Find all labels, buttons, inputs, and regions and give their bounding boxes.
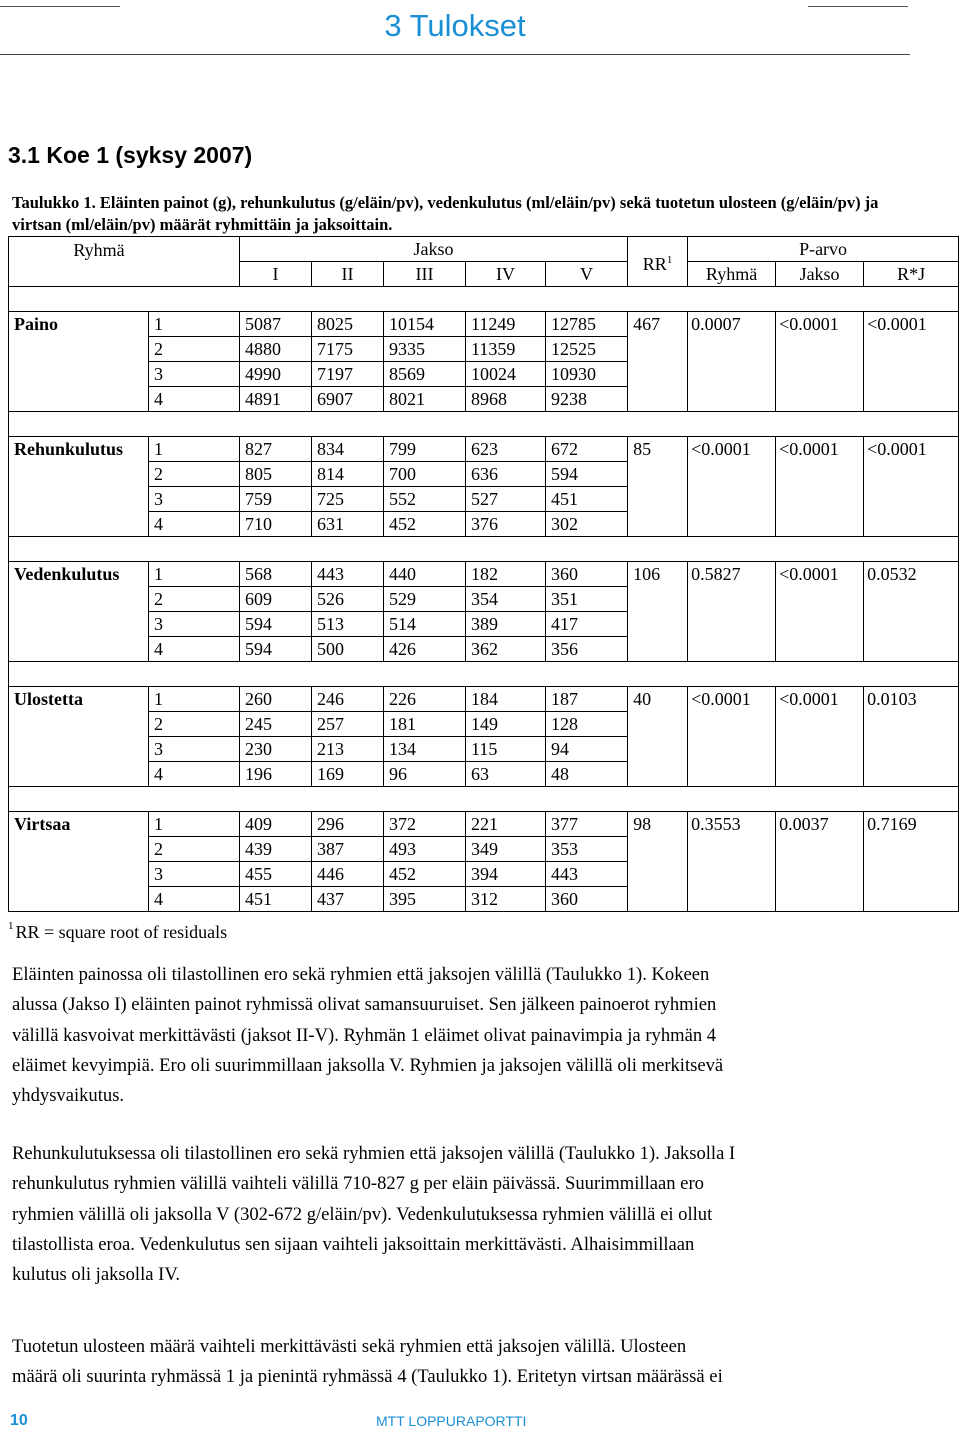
paragraph-line: yhdysvaikutus.	[12, 1085, 125, 1107]
value-cell: 594	[546, 462, 628, 487]
spacer-cell	[9, 662, 959, 687]
p-value-cell: <0.0001	[776, 312, 864, 412]
value-cell: 759	[240, 487, 312, 512]
value-cell: 527	[466, 487, 546, 512]
p-value-cell: 0.0532	[864, 562, 959, 662]
value-cell: 8569	[384, 362, 466, 387]
value-cell: 226	[384, 687, 466, 712]
table-spacer-row	[9, 287, 959, 312]
value-cell: 354	[466, 587, 546, 612]
p-value-cell: <0.0001	[688, 437, 776, 537]
p-value-cell: 0.7169	[864, 812, 959, 912]
value-cell: 302	[546, 512, 628, 537]
value-cell: 636	[466, 462, 546, 487]
rr-cell: 467	[628, 312, 688, 412]
p-value-cell: <0.0001	[776, 562, 864, 662]
value-cell: 349	[466, 837, 546, 862]
header-period: I	[240, 262, 312, 287]
value-cell: 351	[546, 587, 628, 612]
group-cell: 2	[149, 712, 240, 737]
value-cell: 9238	[546, 387, 628, 412]
value-cell: 312	[466, 887, 546, 912]
group-cell: 4	[149, 762, 240, 787]
value-cell: 4990	[240, 362, 312, 387]
value-cell: 526	[312, 587, 384, 612]
paragraph-line: ryhmien välillä oli jaksolla V (302-672 g/eläin/pv). Vedenkulutuksessa ryhmien välillä ei ollut	[12, 1203, 713, 1225]
table-spacer-row	[9, 537, 959, 562]
p-value-cell: 0.0103	[864, 687, 959, 787]
rr-cell: 85	[628, 437, 688, 537]
value-cell: 246	[312, 687, 384, 712]
value-cell: 11249	[466, 312, 546, 337]
value-cell: 452	[384, 862, 466, 887]
table-spacer-row	[9, 662, 959, 687]
value-cell: 455	[240, 862, 312, 887]
group-cell: 2	[149, 587, 240, 612]
value-cell: 6907	[312, 387, 384, 412]
value-cell: 134	[384, 737, 466, 762]
value-cell: 149	[466, 712, 546, 737]
p-value-cell: <0.0001	[688, 687, 776, 787]
variable-name: Paino	[9, 312, 149, 412]
p-value-cell: 0.0037	[776, 812, 864, 912]
value-cell: 360	[546, 887, 628, 912]
value-cell: 514	[384, 612, 466, 637]
value-cell: 446	[312, 862, 384, 887]
value-cell: 96	[384, 762, 466, 787]
p-value-cell: <0.0001	[776, 437, 864, 537]
value-cell: 443	[546, 862, 628, 887]
rr-cell: 106	[628, 562, 688, 662]
value-cell: 296	[312, 812, 384, 837]
value-cell: 221	[466, 812, 546, 837]
value-cell: 799	[384, 437, 466, 462]
paragraph-line: rehunkulutus ryhmien välillä vaihteli välillä 710-827 g per eläin päivässä. Suurimmillaan ero	[12, 1173, 704, 1195]
value-cell: 245	[240, 712, 312, 737]
value-cell: 827	[240, 437, 312, 462]
value-cell: 437	[312, 887, 384, 912]
table-spacer-row	[9, 412, 959, 437]
paragraph-line: Rehunkulutuksessa oli tilastollinen ero sekä ryhmien että jaksojen välillä (Taulukko 1). Jaksolla I	[12, 1143, 736, 1164]
p-value-cell: 0.0007	[688, 312, 776, 412]
spacer-cell	[9, 787, 959, 812]
header-p-col: Jakso	[776, 262, 864, 287]
header-period: IV	[466, 262, 546, 287]
paragraph-line: alussa (Jakso I) eläinten painot ryhmissä olivat samansuuruiset. Sen jälkeen painoerot ryhmien	[12, 994, 717, 1016]
value-cell: 372	[384, 812, 466, 837]
value-cell: 63	[466, 762, 546, 787]
header-ryhma	[9, 237, 240, 287]
value-cell: 8968	[466, 387, 546, 412]
variable-name: Rehunkulutus	[9, 437, 149, 537]
value-cell: 48	[546, 762, 628, 787]
caption-label: Taulukko 1.	[12, 193, 96, 212]
paragraph-line: määrä oli suurinta ryhmässä 1 ja pienintä ryhmässä 4 (Taulukko 1). Eritetyn virtsan määrässä ei	[12, 1366, 723, 1388]
table-row	[9, 312, 959, 337]
group-cell: 3	[149, 612, 240, 637]
table-row	[9, 812, 959, 837]
group-cell: 2	[149, 462, 240, 487]
value-cell: 11359	[466, 337, 546, 362]
paragraph	[12, 1332, 912, 1393]
page-number: 10	[10, 1412, 28, 1429]
p-value-cell: 0.3553	[688, 812, 776, 912]
value-cell: 609	[240, 587, 312, 612]
value-cell: 181	[384, 712, 466, 737]
group-cell: 3	[149, 862, 240, 887]
value-cell: 10930	[546, 362, 628, 387]
value-cell: 257	[312, 712, 384, 737]
value-cell: 12785	[546, 312, 628, 337]
table-row	[9, 437, 959, 462]
value-cell: 169	[312, 762, 384, 787]
value-cell: 409	[240, 812, 312, 837]
value-cell: 184	[466, 687, 546, 712]
value-cell: 362	[466, 637, 546, 662]
table-spacer-row	[9, 787, 959, 812]
group-cell: 1	[149, 312, 240, 337]
footer-report-title: MTT LOPPURAPORTTI	[376, 1413, 527, 1429]
value-cell: 672	[546, 437, 628, 462]
spacer-cell	[9, 537, 959, 562]
group-cell: 1	[149, 437, 240, 462]
paragraph	[12, 960, 912, 1111]
p-value-cell: 0.5827	[688, 562, 776, 662]
value-cell: 443	[312, 562, 384, 587]
header-ryhma-label: Ryhmä	[73, 239, 125, 260]
value-cell: 452	[384, 512, 466, 537]
value-cell: 389	[466, 612, 546, 637]
value-cell: 500	[312, 637, 384, 662]
value-cell: 426	[384, 637, 466, 662]
caption-text: Eläinten painot (g), rehunkulutus (g/eläin/pv), vedenkulutus (ml/eläin/pv) sekä tuotetun ulosteen (g/eläin/pv) ja virtsan (ml/eläin/pv) määrät ryhmittäin ja jaksoittain.	[12, 193, 879, 234]
value-cell: 8025	[312, 312, 384, 337]
value-cell: 260	[240, 687, 312, 712]
value-cell: 213	[312, 737, 384, 762]
variable-name: Vedenkulutus	[9, 562, 149, 662]
value-cell: 395	[384, 887, 466, 912]
group-cell: 3	[149, 737, 240, 762]
value-cell: 439	[240, 837, 312, 862]
value-cell: 631	[312, 512, 384, 537]
group-cell: 1	[149, 812, 240, 837]
header-period: II	[312, 262, 384, 287]
paragraph	[12, 1139, 912, 1290]
value-cell: 230	[240, 737, 312, 762]
header-rr-label: RR	[642, 253, 667, 274]
header-period: V	[546, 262, 628, 287]
group-cell: 4	[149, 637, 240, 662]
paragraph-line: kulutus oli jaksolla IV.	[12, 1264, 181, 1286]
table-row	[9, 562, 959, 587]
value-cell: 552	[384, 487, 466, 512]
value-cell: 7175	[312, 337, 384, 362]
value-cell: 8021	[384, 387, 466, 412]
header-parvo: P-arvo	[688, 237, 959, 262]
spacer-cell	[9, 287, 959, 312]
paragraph-line: Eläinten painossa oli tilastollinen ero sekä ryhmien että jaksojen välillä (Taulukko 1). Kokeen	[12, 964, 710, 985]
value-cell: 196	[240, 762, 312, 787]
value-cell: 10154	[384, 312, 466, 337]
table-footnote	[8, 914, 227, 944]
header-period: III	[384, 262, 466, 287]
footnote-text: RR = square root of residuals	[15, 922, 228, 942]
value-cell: 394	[466, 862, 546, 887]
header-p-col: Ryhmä	[688, 262, 776, 287]
value-cell: 128	[546, 712, 628, 737]
value-cell: 387	[312, 837, 384, 862]
table-header-row	[9, 237, 959, 262]
group-cell: 1	[149, 687, 240, 712]
value-cell: 834	[312, 437, 384, 462]
value-cell: 805	[240, 462, 312, 487]
table-row	[9, 687, 959, 712]
group-cell: 4	[149, 512, 240, 537]
table-caption	[12, 192, 917, 236]
paragraph-line: välillä kasvoivat merkittävästi (jaksot II-V). Ryhmän 1 eläimet olivat painavimpia ja ryhmän 4	[12, 1024, 717, 1046]
value-cell: 529	[384, 587, 466, 612]
value-cell: 814	[312, 462, 384, 487]
value-cell: 360	[546, 562, 628, 587]
header-divider	[0, 54, 910, 55]
header-jakso: Jakso	[240, 237, 628, 262]
header-rr	[628, 237, 688, 287]
value-cell: 513	[312, 612, 384, 637]
value-cell: 10024	[466, 362, 546, 387]
p-value-cell: <0.0001	[864, 437, 959, 537]
rr-cell: 40	[628, 687, 688, 787]
value-cell: 9335	[384, 337, 466, 362]
value-cell: 377	[546, 812, 628, 837]
group-cell: 3	[149, 362, 240, 387]
value-cell: 568	[240, 562, 312, 587]
value-cell: 5087	[240, 312, 312, 337]
value-cell: 12525	[546, 337, 628, 362]
p-value-cell: <0.0001	[864, 312, 959, 412]
value-cell: 376	[466, 512, 546, 537]
variable-name: Ulostetta	[9, 687, 149, 787]
group-cell: 2	[149, 337, 240, 362]
header-rr-sup: 1	[666, 253, 673, 266]
value-cell: 417	[546, 612, 628, 637]
group-cell: 3	[149, 487, 240, 512]
header-p-col: R*J	[864, 262, 959, 287]
value-cell: 451	[546, 487, 628, 512]
paragraph-line: tilastollista eroa. Vedenkulutus sen sijaan vaihteli jaksoittain merkittävästi. Alhaisimmillaan	[12, 1233, 695, 1255]
value-cell: 623	[466, 437, 546, 462]
value-cell: 440	[384, 562, 466, 587]
value-cell: 4891	[240, 387, 312, 412]
value-cell: 594	[240, 637, 312, 662]
value-cell: 725	[312, 487, 384, 512]
value-cell: 115	[466, 737, 546, 762]
group-cell: 4	[149, 887, 240, 912]
value-cell: 353	[546, 837, 628, 862]
paragraph-line: Tuotetun ulosteen määrä vaihteli merkittävästi sekä ryhmien että jaksojen välillä. Ulosteen	[12, 1336, 687, 1357]
paragraph-line: eläimet kevyimpiä. Ero oli suurimmillaan jaksolla V. Ryhmien ja jaksojen välillä oli merkitsevä	[12, 1054, 724, 1076]
footnote-marker: 1	[8, 920, 14, 932]
p-value-cell: <0.0001	[776, 687, 864, 787]
rr-cell: 98	[628, 812, 688, 912]
value-cell: 7197	[312, 362, 384, 387]
value-cell: 182	[466, 562, 546, 587]
value-cell: 451	[240, 887, 312, 912]
value-cell: 187	[546, 687, 628, 712]
spacer-cell	[9, 412, 959, 437]
value-cell: 356	[546, 637, 628, 662]
value-cell: 700	[384, 462, 466, 487]
group-cell: 2	[149, 837, 240, 862]
value-cell: 493	[384, 837, 466, 862]
value-cell: 710	[240, 512, 312, 537]
value-cell: 4880	[240, 337, 312, 362]
results-table	[8, 236, 959, 912]
section-title: 3.1 Koe 1 (syksy 2007)	[8, 142, 253, 168]
group-cell: 1	[149, 562, 240, 587]
value-cell: 94	[546, 737, 628, 762]
chapter-title: 3 Tulokset	[384, 8, 526, 43]
value-cell: 594	[240, 612, 312, 637]
variable-name: Virtsaa	[9, 812, 149, 912]
group-cell: 4	[149, 387, 240, 412]
